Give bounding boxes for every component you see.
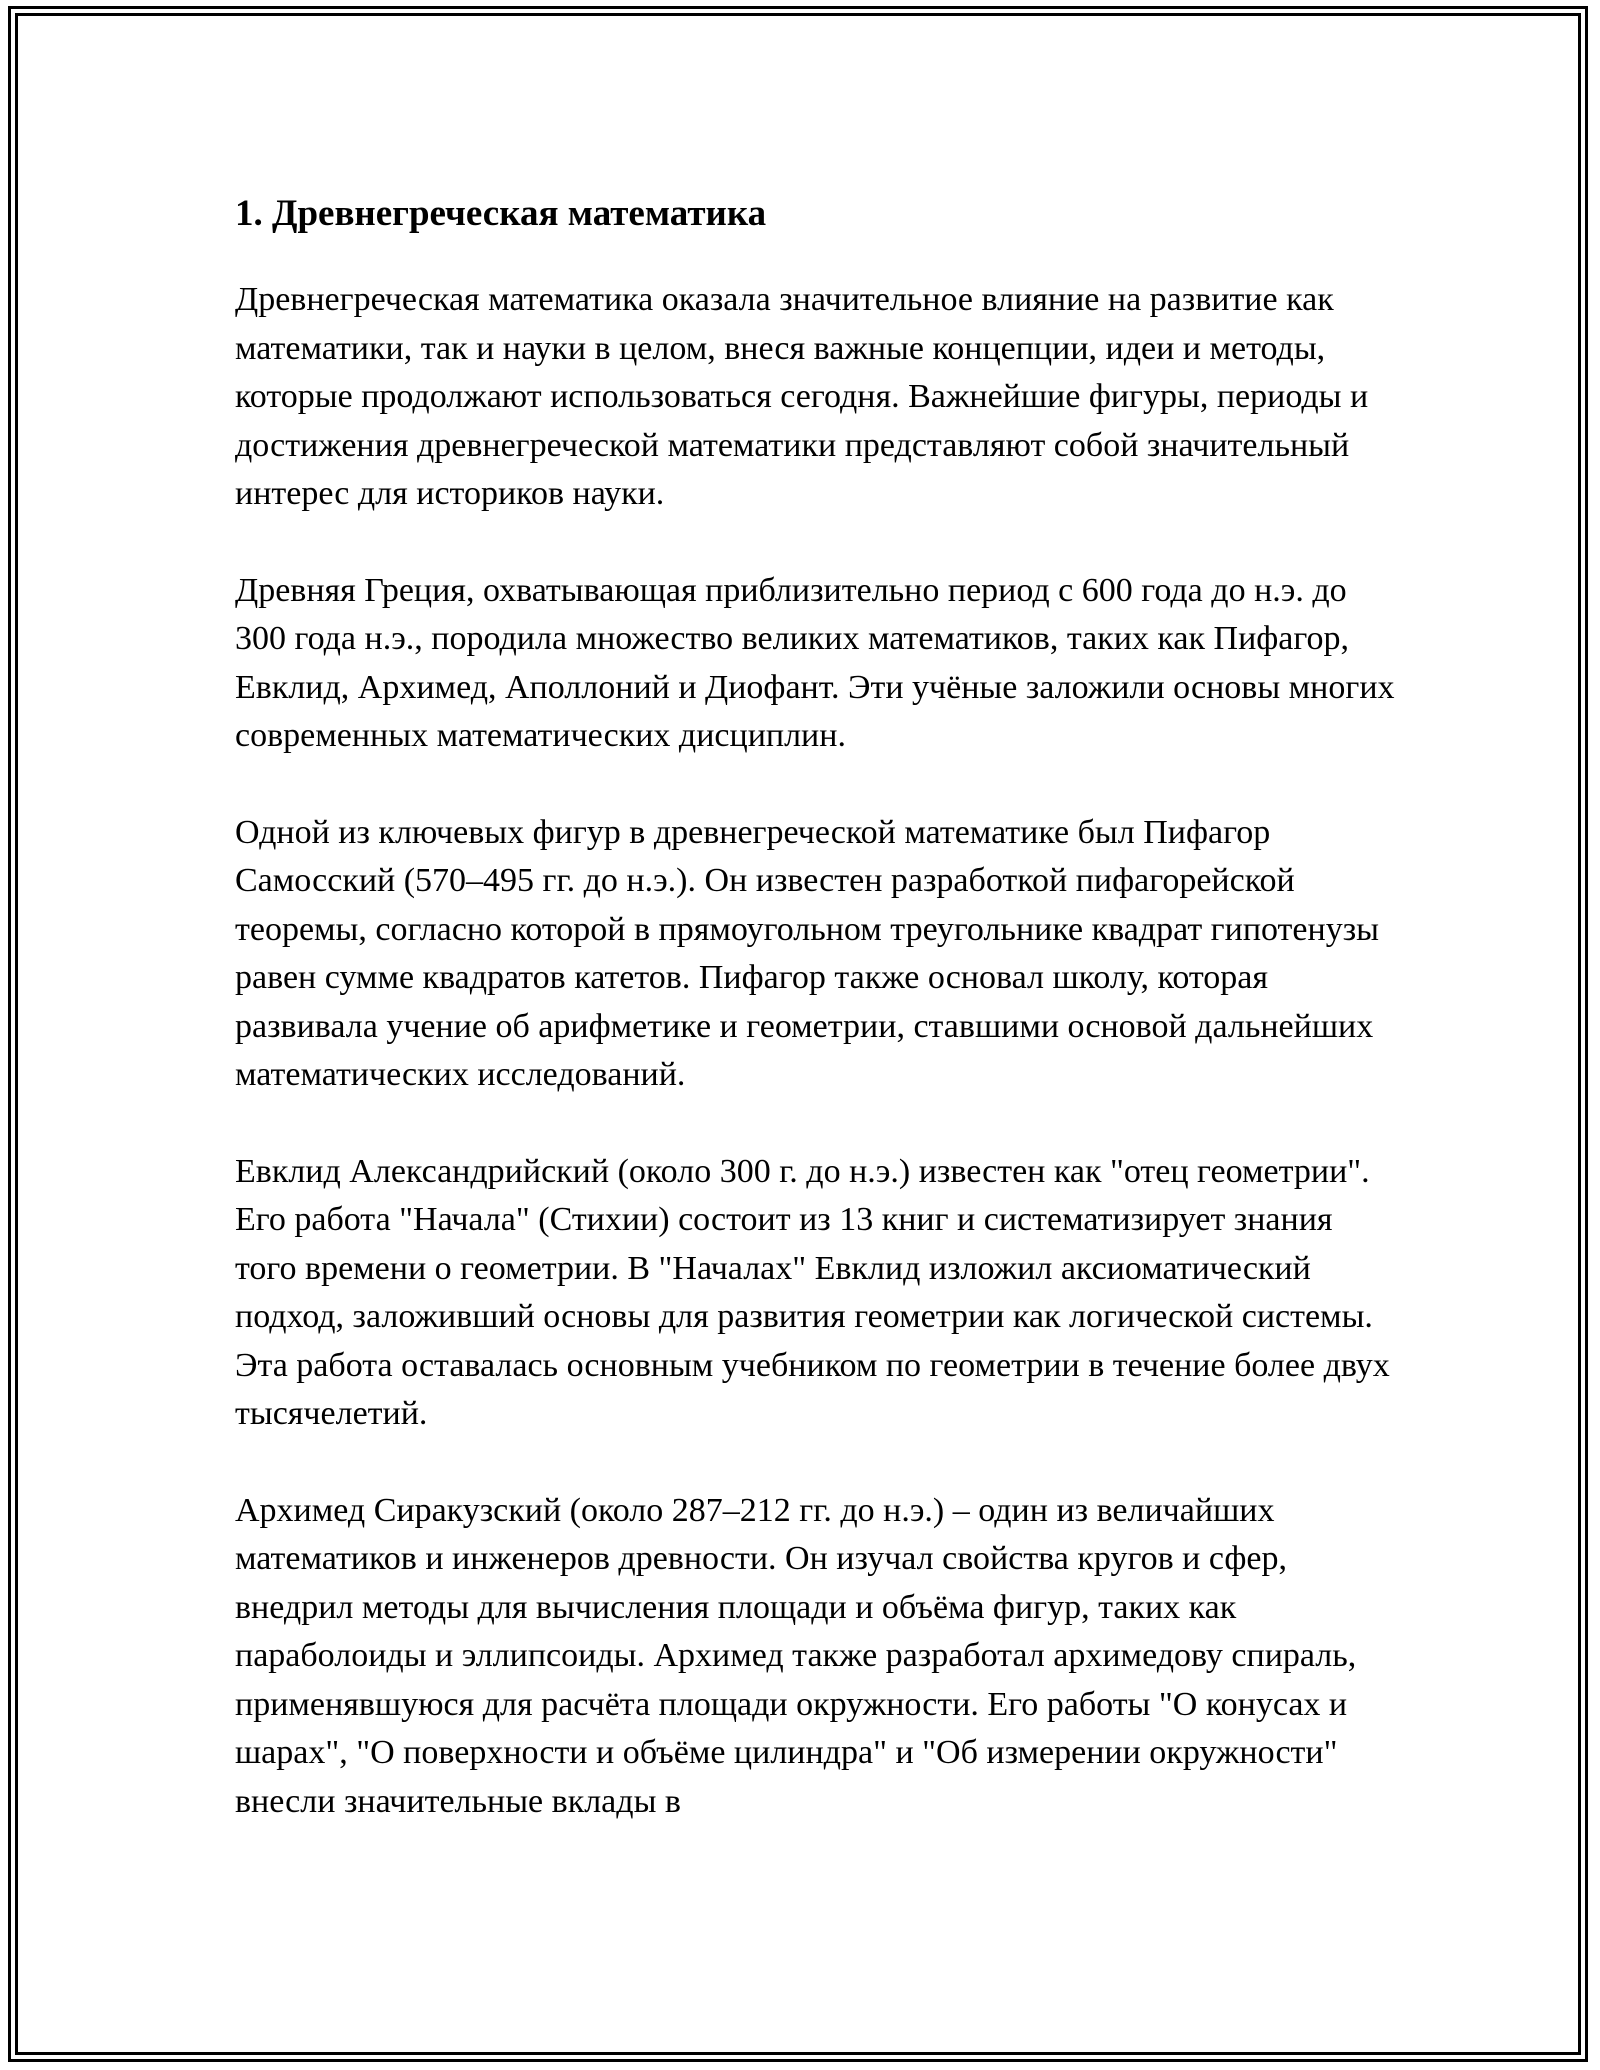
paragraph-ancient-greece: Древняя Греция, охватывающая приблизительно период с 600 года до н.э. до 300 года н.э., породила множество великих математиков, таких как Пифагор, Евклид, Архимед, Аполлоний и Диофант. Эти учёные заложили основы многих современных математических дисциплин. (235, 571, 1395, 754)
paragraph-euclid: Евклид Александрийский (около 300 г. до н.э.) известен как "отец геометрии". Его работа "Начала" (Стихии) состоит из 13 книг и систематизирует знания того времени о геометрии. В "Началах" Евклид изложил аксиоматический подход, заложивший основы для развития геометрии как логической системы. Эта работа оставалась основным учебником по геометрии в течение более двух тысячелетий. (235, 1152, 1390, 1432)
paragraph-pythagoras: Одной из ключевых фигур в древнегреческой математике был Пифагор Самосский (570–495 гг. до н.э.). Он известен разработкой пифагорейской теоремы, согласно которой в прямоугольном треугольнике квадрат гипотенузы равен сумме квадратов катетов. Пифагор также основал школу, которая развивала учение об арифметике и геометрии, ставшими основой дальнейших математических исследований. (235, 813, 1379, 1093)
paragraph-archimedes: Архимед Сиракузский (около 287–212 гг. до н.э.) – один из величайших математиков и инженеров древности. Он изучал свойства кругов и сфер, внедрил методы для вычисления площади и объёма фигур, таких как параболоиды и эллипсоиды. Архимед также разработал архимедову спираль, применявшуюся для расчёта площади окружности. Его работы "О конусах и шарах", "О поверхности и объёме цилиндра" и "Об измерении окружности" внесли значительные вклады в (235, 1491, 1357, 1820)
document-body (235, 186, 1395, 1874)
paragraph-intro: Древнегреческая математика оказала значительное влияние на развитие как математики, так и науки в целом, внеся важные концепции, идеи и методы, которые продолжают использоваться сегодня. Важнейшие фигуры, периоды и достижения древнегреческой математики представляют собой значительный интерес для историков науки. (235, 281, 1369, 512)
section-title: 1. Древнегреческая математика (235, 193, 767, 234)
